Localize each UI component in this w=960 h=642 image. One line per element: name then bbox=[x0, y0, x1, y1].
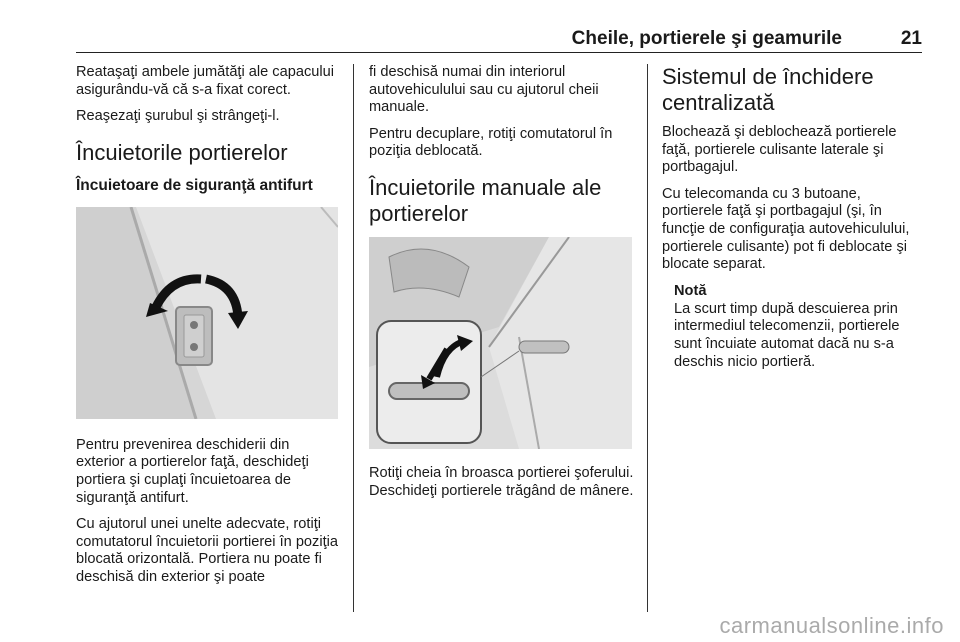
door-handle-drawing bbox=[369, 237, 632, 449]
watermark: carmanualsonline.info bbox=[719, 613, 944, 638]
subsection-heading: Încuietoare de siguranţă antifurt bbox=[76, 176, 313, 194]
paragraph: fi deschisă numai din interiorul autovehiculului sau cu ajutorul cheii manuale. bbox=[369, 64, 599, 116]
paragraph: Pentru prevenirea deschiderii din exterior a portierelor faţă, deschideţi portiera şi cuplaţi încuietoarea de siguranţă antifurt. bbox=[76, 436, 309, 506]
column-2 bbox=[369, 64, 634, 509]
manual-door-lock-illustration bbox=[369, 237, 632, 449]
column-divider bbox=[647, 64, 648, 612]
paragraph: Rotiţi cheia în broasca portierei şoferului. Deschideţi portierele trăgând de mânere. bbox=[369, 464, 634, 499]
section-heading: Încuietorile portierelor bbox=[76, 139, 288, 165]
note-box bbox=[674, 283, 924, 371]
header-title: Cheile, portierele şi geamurile bbox=[571, 28, 842, 49]
note-title: Notă bbox=[674, 282, 707, 299]
paragraph: Blochează şi deblochează portierele faţă, portierele culisante laterale şi portbagajul. bbox=[662, 124, 897, 176]
page-header bbox=[76, 0, 922, 53]
page-number: 21 bbox=[900, 28, 922, 49]
paragraph: Pentru decuplare, rotiţi comutatorul în poziţia deblocată. bbox=[369, 125, 613, 160]
paragraph: Reaşezaţi şurubul şi strângeţi-l. bbox=[76, 108, 280, 125]
paragraph: Cu telecomanda cu 3 butoane, portierele faţă şi portbagajul (şi, în funcţie de configuraţia autovehiculului, portierele culisante) pot fi deblocate şi blocate separat. bbox=[662, 185, 910, 273]
antitheft-lock-illustration bbox=[76, 207, 338, 419]
section-heading: Încuietorile manuale ale portierelor bbox=[369, 174, 602, 226]
column-3 bbox=[662, 64, 924, 380]
door-lock-drawing bbox=[76, 207, 338, 419]
column-1 bbox=[76, 64, 338, 596]
section-heading: Sistemul de închidere centralizată bbox=[662, 64, 874, 115]
paragraph: Cu ajutorul unei unelte adecvate, rotiţi comutatorul încuietorii portierei în poziţia blocată orizontală. Portiera nu poate fi deschisă din exterior şi poate bbox=[76, 516, 339, 585]
paragraph: Reataşaţi ambele jumătăţi ale capacului asigurându-vă că s-a fixat corect. bbox=[76, 64, 334, 98]
note-text: La scurt timp după descuierea prin intermediul telecomenzii, portierele sunt încuiate automat dacă nu s-a deschis nicio portieră. bbox=[674, 300, 900, 370]
column-divider bbox=[353, 64, 354, 612]
